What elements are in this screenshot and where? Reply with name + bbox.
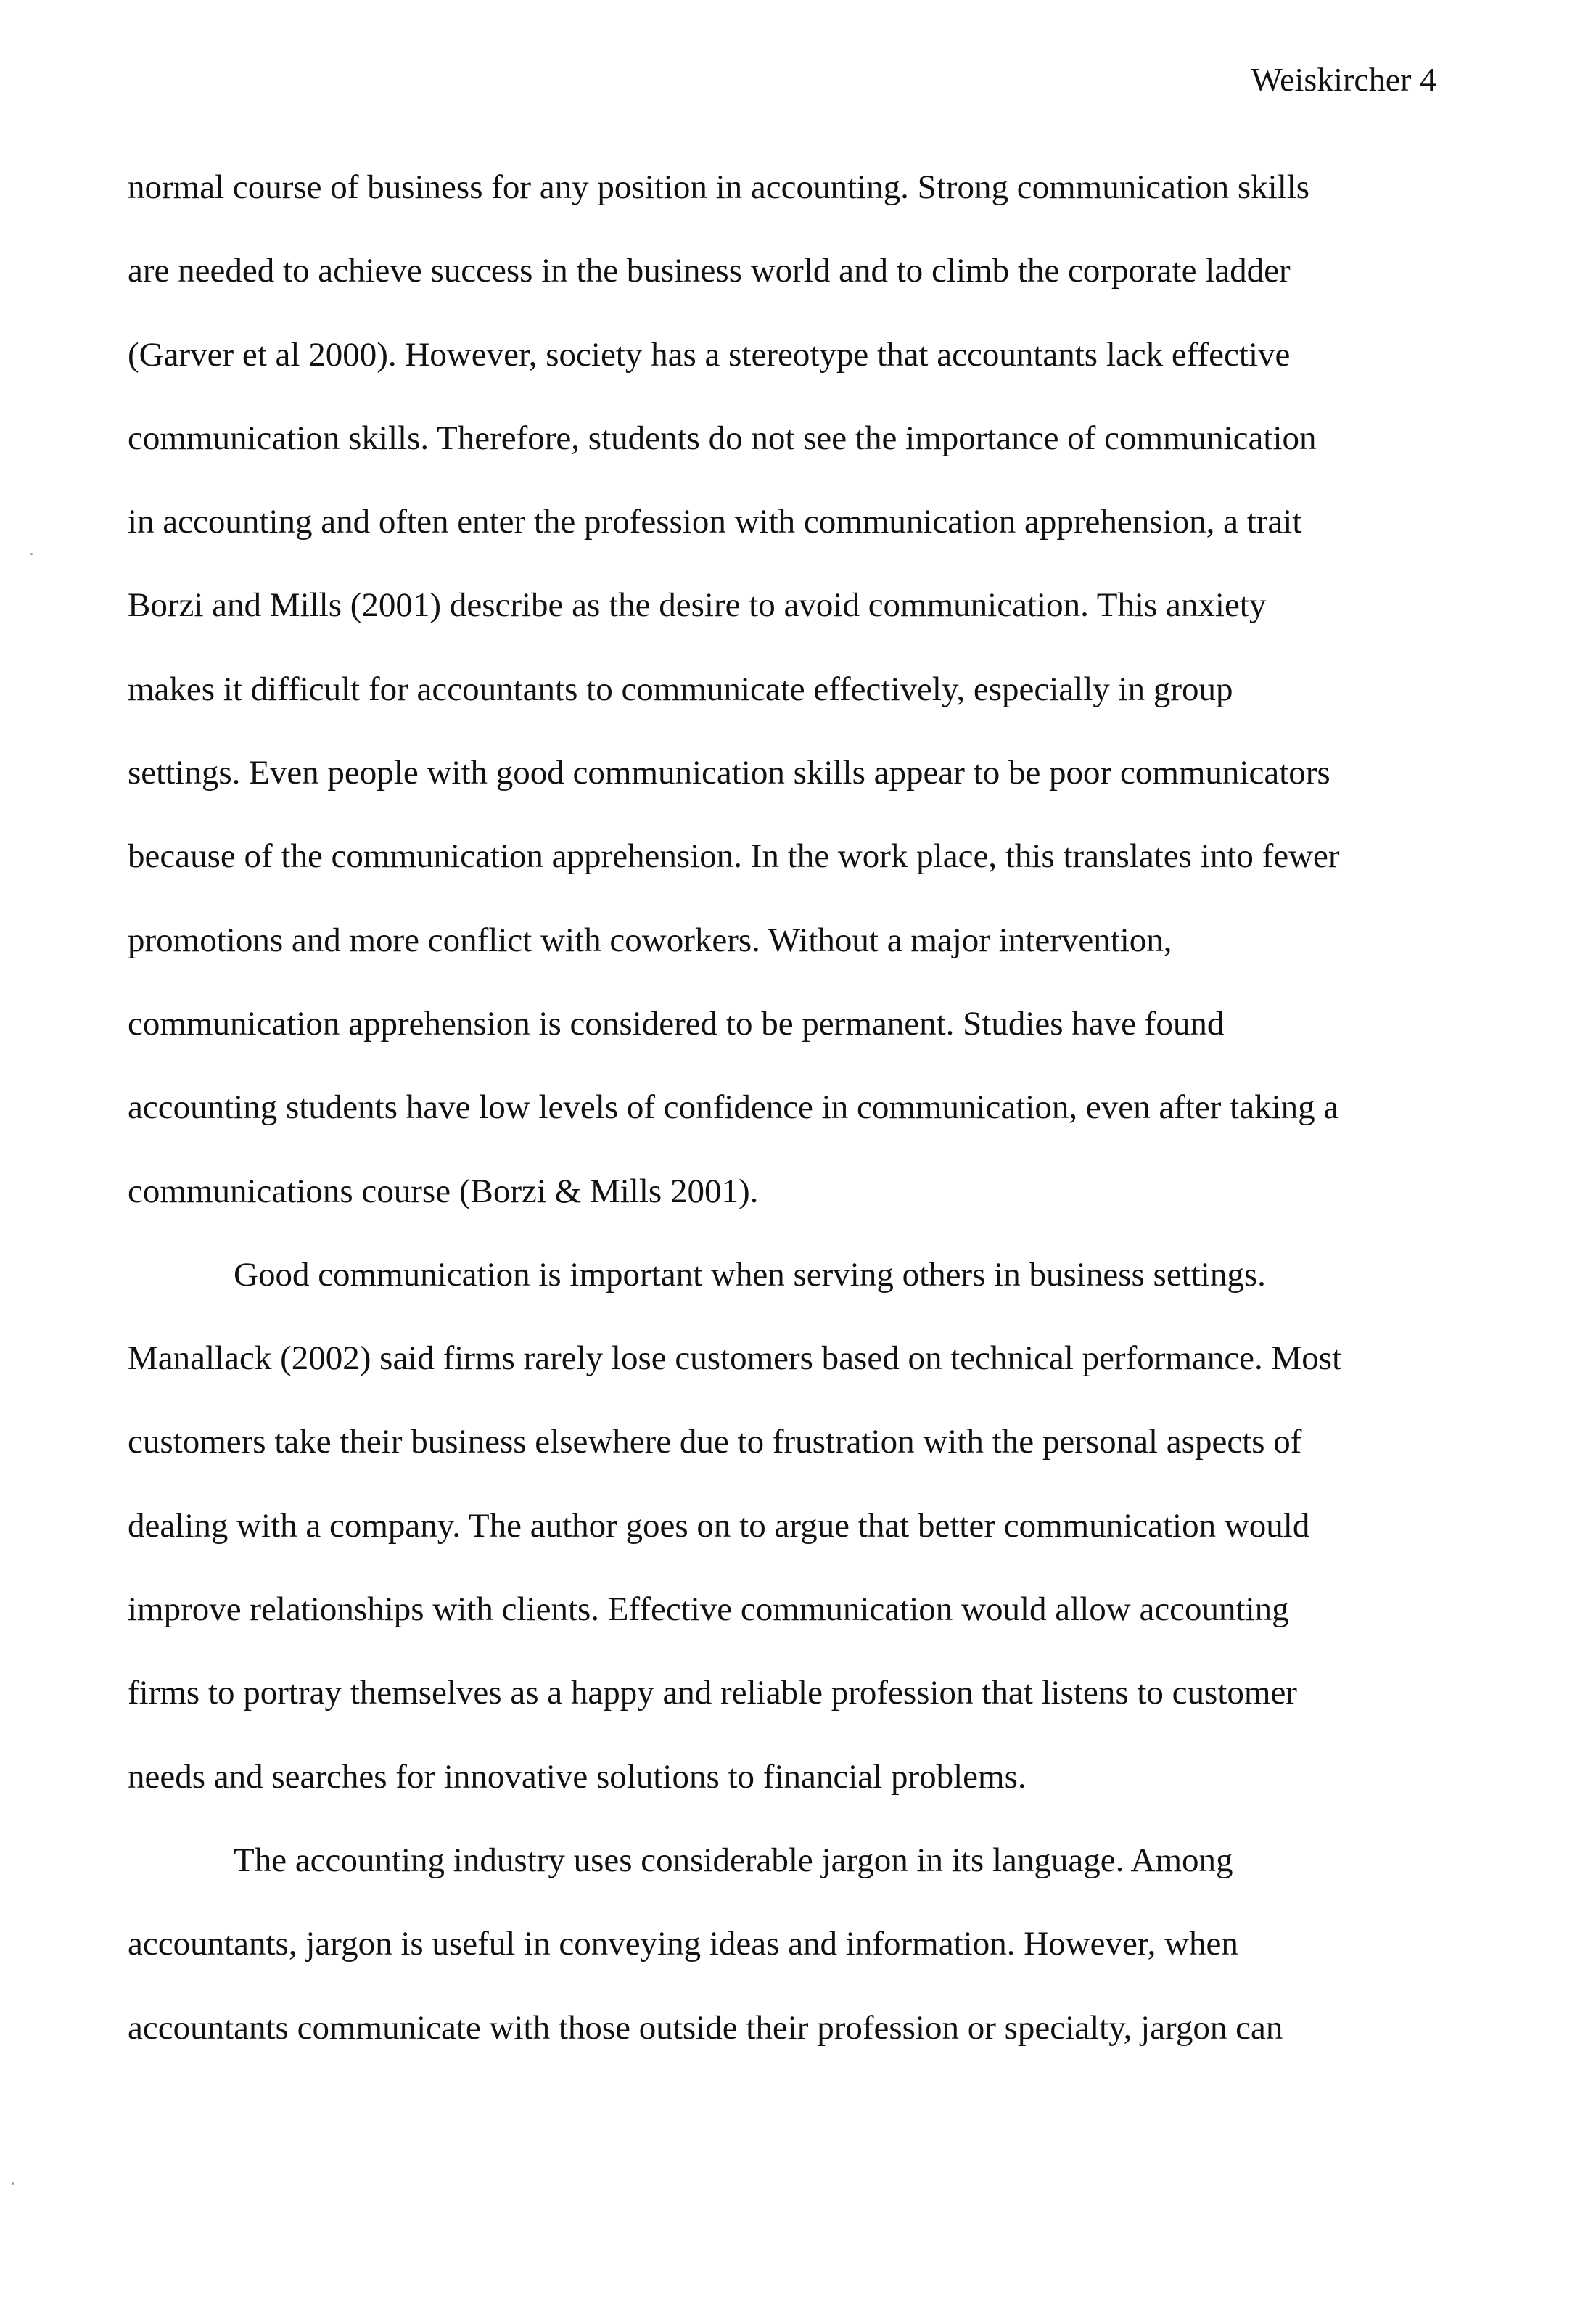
scan-speck: [30, 553, 33, 555]
text-line: needs and searches for innovative solutions to financial problems.: [128, 1757, 1027, 1796]
text-line: are needed to achieve success in the business world and to climb the corporate ladder: [128, 252, 1291, 290]
text-line: Manallack (2002) said firms rarely lose customers based on technical performance. Most: [128, 1339, 1342, 1378]
text-line: dealing with a company. The author goes on to argue that better communication would: [128, 1506, 1310, 1545]
scan-speck: [12, 2182, 14, 2185]
text-line-paragraph-start: Good communication is important when serving others in business settings.: [234, 1255, 1266, 1294]
text-line: (Garver et al 2000). However, society has a stereotype that accountants lack effective: [128, 335, 1291, 374]
text-line: normal course of business for any position in accounting. Strong communication skills: [128, 168, 1310, 206]
text-line: because of the communication apprehension. In the work place, this translates into fewer: [128, 837, 1340, 876]
text-line: communication apprehension is considered to be permanent. Studies have found: [128, 1004, 1225, 1043]
body-text: [128, 165, 1455, 2090]
text-line: firms to portray themselves as a happy and reliable profession that listens to customer: [128, 1674, 1297, 1712]
text-line: customers take their business elsewhere due to frustration with the personal aspects of: [128, 1423, 1302, 1461]
text-line: makes it difficult for accountants to communicate effectively, especially in group: [128, 670, 1233, 708]
text-line: settings. Even people with good communication skills appear to be poor communicators: [128, 754, 1330, 792]
text-line: accounting students have low levels of confidence in communication, even after taking a: [128, 1088, 1339, 1127]
running-head: Weiskircher 4: [1251, 61, 1436, 98]
text-line: in accounting and often enter the profession with communication apprehension, a trait: [128, 503, 1302, 541]
text-line: communication skills. Therefore, students do not see the importance of communication: [128, 419, 1317, 457]
text-line-paragraph-start: The accounting industry uses considerable jargon in its language. Among: [234, 1841, 1233, 1879]
text-line: accountants communicate with those outside their profession or specialty, jargon can: [128, 2008, 1283, 2047]
text-line: Borzi and Mills (2001) describe as the desire to avoid communication. This anxiety: [128, 586, 1267, 625]
text-line: promotions and more conflict with coworkers. Without a major intervention,: [128, 921, 1172, 959]
text-line: improve relationships with clients. Effective communication would allow accounting: [128, 1590, 1289, 1629]
text-line: accountants, jargon is useful in conveying ideas and information. However, when: [128, 1925, 1238, 1963]
text-line: communications course (Borzi & Mills 2001).: [128, 1172, 759, 1210]
